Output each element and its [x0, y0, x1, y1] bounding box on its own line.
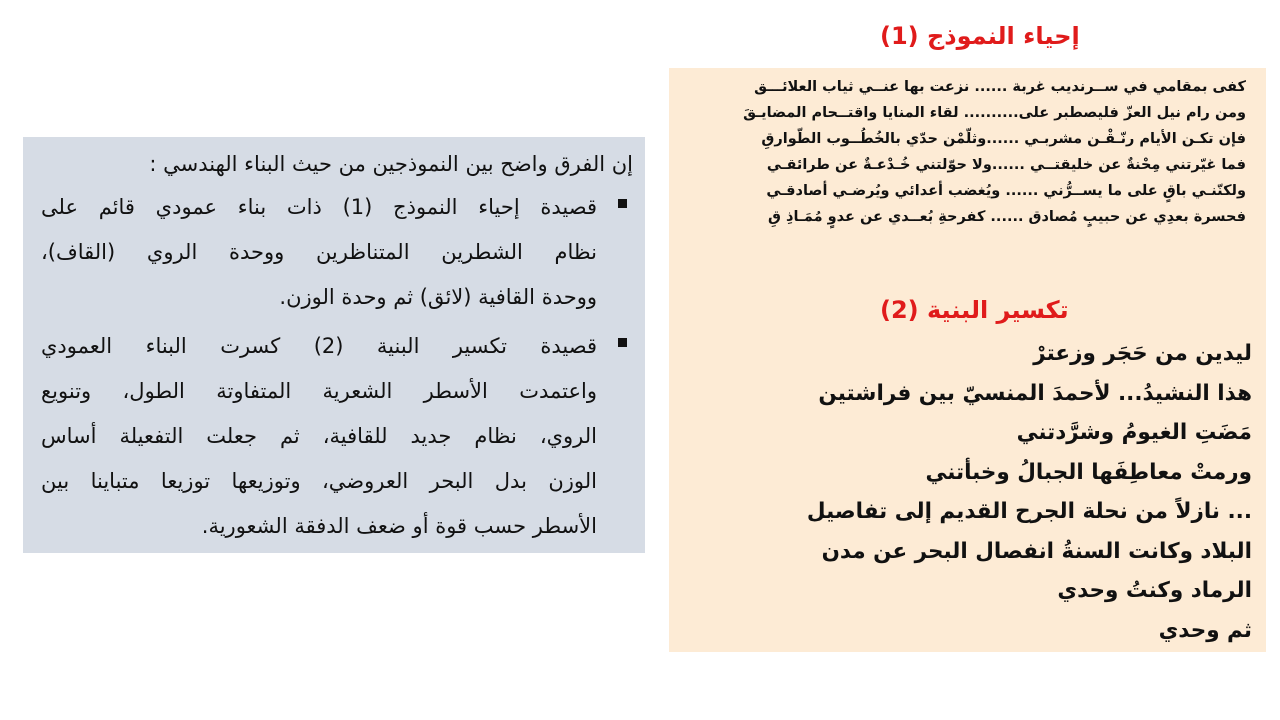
- poem-line: البلاد وكانت السنةُ انفصال البحر عن مدن: [821, 538, 1252, 564]
- bullet-line: الروي، نظام جديد للقافية، ثم جعلت التفعيلة أساس: [41, 424, 597, 448]
- poem-line: ورمتْ معاطِفَها الجبالُ وخبأتني: [925, 459, 1252, 485]
- poem-verse: فحسرة بعدِي عن حبيبٍ مُصادق ...... كفرحةِ بُعــدي عن عدوٍ مُمَـاذِ قِ: [768, 209, 1246, 225]
- square-bullet-icon: [618, 338, 627, 347]
- poem-verse: فما غيّرتني مِحْنةٌ عن خليقتــي ......ولا حوّلتني خُـدْعـةٌ عن طرائقـي: [766, 157, 1246, 173]
- poem-verse: ومن رام نيل العزّ فليصطبر على.......... لقاء المنايا واقتــحام المضايـقَ: [743, 105, 1246, 121]
- poem-verse: كفى بمقامي في ســرنديب غربة ...... نزعت بها عنــي ثياب العلائـــق: [754, 79, 1246, 95]
- poem-line: ليدين من حَجَر وزعترْ: [1033, 341, 1252, 366]
- comparison-panel: [23, 137, 645, 553]
- poem-line: مَضَتِ الغيومُ وشرَّدتني: [1016, 420, 1252, 445]
- bullet-model-2: [41, 324, 633, 549]
- model-2-title: تكسير البنية (2): [880, 296, 1069, 324]
- bullet-line: قصيدة إحياء النموذج (1) ذات بناء عمودي قائم على: [41, 195, 597, 219]
- bullet-line: ووحدة القافية (لائق) ثم وحدة الوزن.: [279, 285, 597, 309]
- bullet-line: قصيدة تكسير البنية (2) كسرت البناء العمودي: [41, 334, 597, 358]
- bullet-line: الأسطر حسب قوة أو ضعف الدفقة الشعورية.: [201, 514, 597, 538]
- classical-poem: [681, 74, 1246, 230]
- poem-line: هذا النشيدُ... لأحمدَ المنسيّ بين فراشتين: [818, 380, 1252, 406]
- model-1-title: إحياء النموذج (1): [880, 22, 1080, 50]
- poem-verse: ولكنّنـي باقٍ على ما يســرُّني ...... ويُغضب أعدائي ويُرضـي أصادقـي: [766, 183, 1246, 199]
- square-bullet-icon: [618, 199, 627, 208]
- bullet-line: الوزن بدل البحر العروضي، وتوزيعها توزيعا متباينا بين: [41, 469, 597, 493]
- free-verse-poem: [807, 334, 1252, 650]
- poem-line: الرماد وكنتُ وحدي: [1057, 578, 1252, 603]
- poem-verse: فإن تكـن الأيام رنّـقْـن مشربـي ......وثلّمْن حدّي بالخُطُــوب الطّوارقِ: [761, 131, 1246, 147]
- comparison-intro: إن الفرق واضح بين النموذجين من حيث البناء الهندسي :: [149, 152, 633, 176]
- poem-line: ... نازلاً من نحلة الجرح القديم إلى تفاصيل: [806, 499, 1252, 524]
- poems-panel: [669, 68, 1266, 652]
- bullet-model-1: [41, 185, 633, 320]
- poem-line: ثم وحدي: [1158, 617, 1252, 643]
- bullet-line: واعتمدت الأسطر الشعرية المتفاوتة الطول، وتنويع: [41, 379, 597, 403]
- bullet-line: نظام الشطرين المتناظرين ووحدة الروي (القاف)،: [41, 240, 597, 264]
